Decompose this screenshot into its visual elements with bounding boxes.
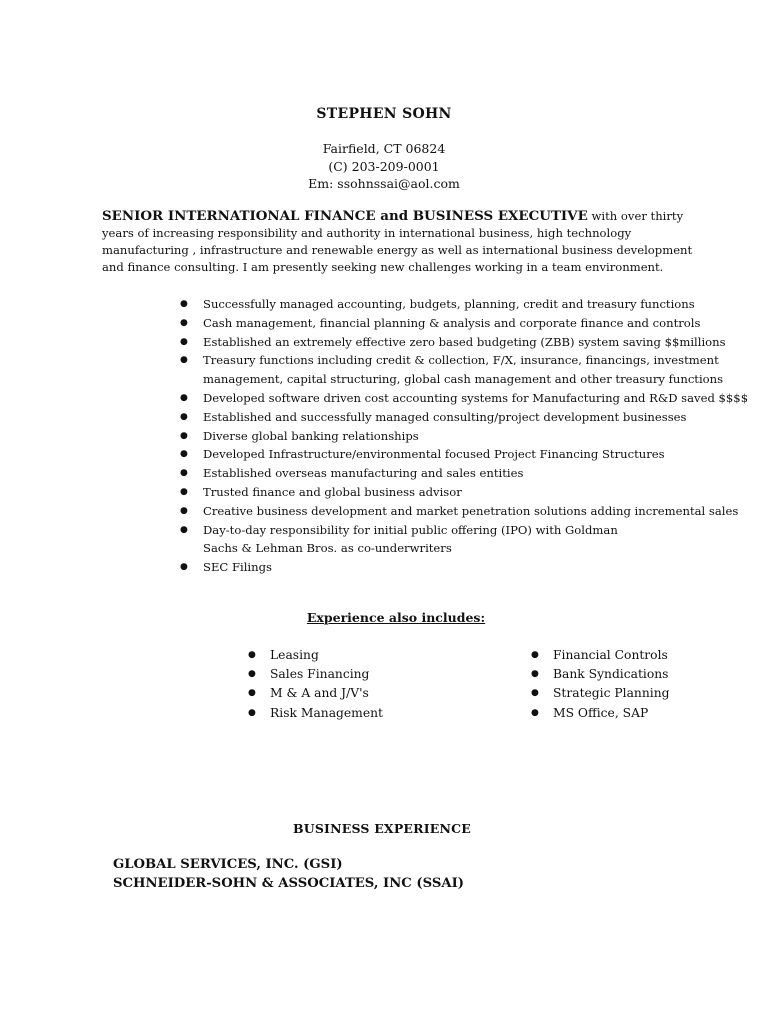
experience-item (248, 704, 478, 723)
highlight-item (180, 464, 760, 483)
highlight-item (180, 408, 760, 427)
highlight-text: Diverse global banking relationships (203, 428, 419, 443)
experience-item-text: Strategic Planning (553, 686, 670, 701)
experience-item (248, 684, 478, 703)
highlight-item (180, 502, 760, 521)
highlight-text: Creative business development and market penetration solutions adding incremental sales (203, 503, 739, 518)
highlight-text: Established overseas manufacturing and sales entities (203, 466, 524, 481)
contact-block (0, 140, 768, 193)
bullet-icon: ● (180, 468, 188, 479)
experience-includes-right (531, 646, 731, 723)
bullet-icon: ● (180, 562, 188, 573)
bullet-icon: ● (248, 669, 256, 680)
phone: (C) 203-209-0001 (328, 158, 440, 174)
highlight-item (180, 333, 760, 352)
experience-item (248, 646, 478, 665)
bullet-icon: ● (180, 411, 188, 422)
experience-item (531, 704, 731, 723)
highlight-text-continued: management, capital structuring, global cash management and other treasury functions (203, 372, 724, 387)
bullet-icon: ● (180, 505, 188, 516)
bullet-icon: ● (180, 430, 188, 441)
bullet-icon: ● (180, 524, 188, 535)
experience-includes-left (248, 646, 478, 723)
bullet-icon: ● (180, 486, 188, 497)
experience-item (531, 665, 731, 684)
resume-name: STEPHEN SOHN (316, 106, 452, 122)
experience-item-text: Leasing (270, 648, 319, 662)
company-name: SCHNEIDER-SOHN & ASSOCIATES, INC (SSAI) (113, 876, 464, 891)
bullet-icon: ● (531, 669, 539, 680)
business-experience-heading: BUSINESS EXPERIENCE (292, 821, 472, 836)
highlight-item (180, 521, 760, 559)
bullet-icon: ● (180, 336, 188, 347)
experience-item-text: Financial Controls (553, 648, 668, 662)
summary-line-3: manufacturing , infrastructure and renewable energy as well as international business development (102, 243, 693, 257)
experience-item (531, 646, 731, 665)
highlight-text-continued: Sachs & Lehman Bros. as co-underwriters (203, 541, 452, 556)
summary-line-1-rest: with over thirty (587, 209, 684, 223)
highlight-item (180, 389, 760, 408)
email: Em: ssohnssai@aol.com (308, 176, 460, 191)
highlight-text: Developed software driven cost accounting systems for Manufacturing and R&D saved $$$$ (203, 390, 749, 405)
company-name: GLOBAL SERVICES, INC. (GSI) (113, 857, 343, 872)
bullet-icon: ● (180, 299, 188, 309)
highlights-list (180, 295, 760, 577)
summary-line-1 (102, 208, 692, 225)
summary-line-2: years of increasing responsibility and authority in international business, high technology (102, 226, 632, 240)
experience-item-text: MS Office, SAP (553, 705, 649, 720)
experience-item (248, 665, 478, 684)
summary-line-4: and finance consulting. I am presently seeking new challenges working in a team environment. (102, 260, 664, 274)
bullet-icon: ● (531, 707, 539, 718)
bullet-icon: ● (531, 688, 539, 699)
bullet-icon: ● (248, 650, 256, 660)
highlight-text: Treasury functions including credit & collection, F/X, insurance, financings, investment (203, 353, 719, 368)
highlight-text: Cash management, financial planning & analysis and corporate finance and controls (203, 315, 701, 330)
bullet-icon: ● (248, 707, 256, 718)
bullet-icon: ● (248, 688, 256, 699)
bullet-icon: ● (180, 355, 188, 366)
highlight-item (180, 483, 760, 502)
experience-item-text: Risk Management (270, 705, 383, 720)
summary-paragraph (102, 208, 692, 276)
highlight-item (180, 314, 760, 333)
company-list (113, 855, 464, 893)
highlight-text: Established and successfully managed consulting/project development businesses (203, 409, 687, 424)
experience-item (531, 684, 731, 703)
highlight-item (180, 427, 760, 446)
experience-item-text: Sales Financing (270, 667, 370, 682)
experience-item-text: Bank Syndications (553, 667, 669, 682)
bullet-icon: ● (180, 449, 188, 460)
bullet-icon: ● (180, 392, 188, 403)
highlight-text: Established an extremely effective zero based budgeting (ZBB) system saving $$millions (203, 334, 726, 349)
highlight-text: Developed Infrastructure/environmental focused Project Financing Structures (203, 447, 665, 462)
address: Fairfield, CT 06824 (322, 141, 446, 156)
highlight-text: Trusted finance and global business advisor (203, 484, 462, 499)
experience-item-text: M & A and J/V's (270, 686, 369, 701)
highlight-text: SEC Filings (203, 560, 272, 575)
highlight-item (180, 558, 760, 577)
bullet-icon: ● (531, 650, 539, 660)
bullet-icon: ● (180, 317, 188, 328)
highlight-item (180, 351, 760, 389)
highlight-text: Day-to-day responsibility for initial public offering (IPO) with Goldman (203, 522, 618, 537)
highlight-text: Successfully managed accounting, budgets, planning, credit and treasury functions (203, 297, 695, 311)
highlight-item (180, 295, 760, 314)
experience-includes-heading: Experience also includes: (306, 610, 486, 625)
summary-title: SENIOR INTERNATIONAL FINANCE and BUSINESS EXECUTIVE (102, 208, 588, 224)
highlight-item (180, 445, 760, 464)
